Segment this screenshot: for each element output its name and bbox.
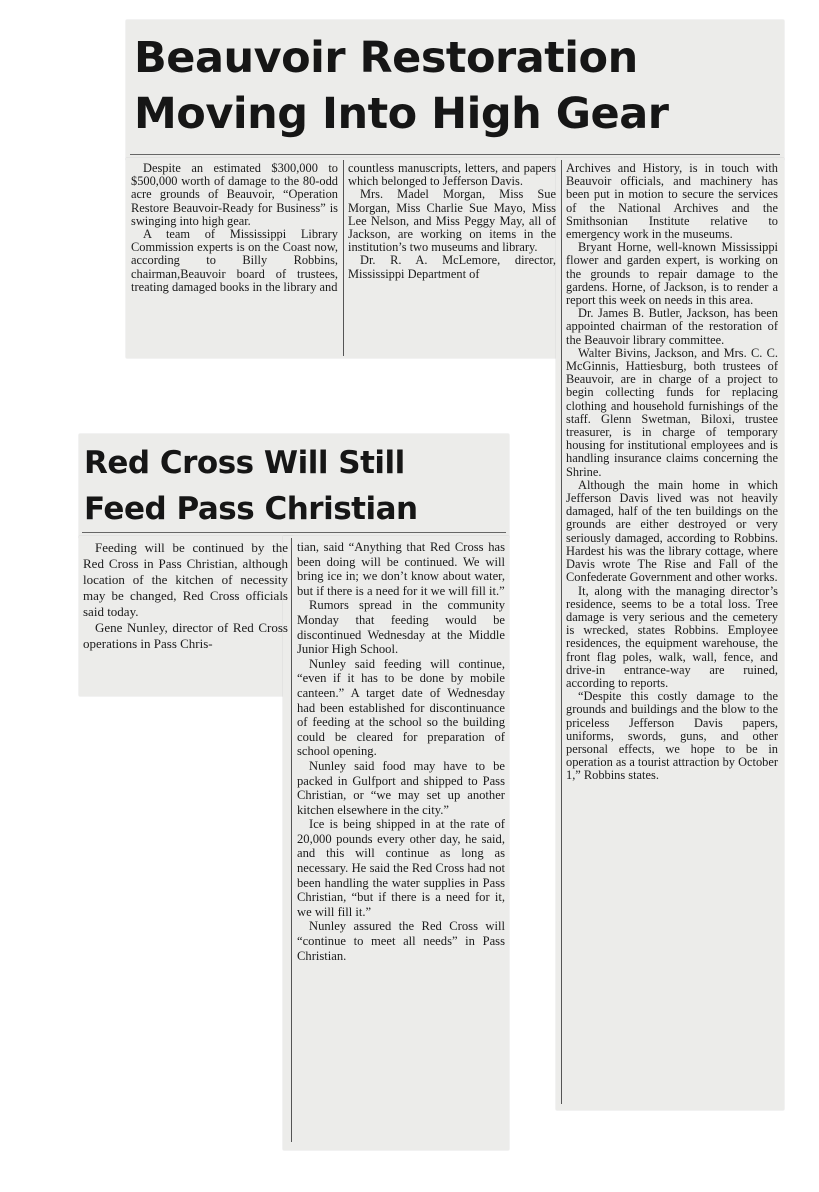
paragraph: Dr. R. A. McLemore, director, Mississippi Department of	[348, 253, 556, 281]
paragraph: Archives and History, is in touch with Beauvoir officials, and machinery has been put in motion to secure the services of the National Archives and the Smithsonian Institute relative to emergency work in the museums.	[566, 162, 778, 242]
beauvoir-column-1	[131, 162, 338, 356]
paragraph: tian, said “Anything that Red Cross has been doing will be continued. We will bring ice in; we don’t know about water, but if there is a need for it we will fill it.”	[297, 540, 505, 598]
paragraph: Mrs. Madel Morgan, Miss Sue Morgan, Miss Charlie Sue Mayo, Miss Lee Nelson, and Miss Peggy May, all of Jackson, are working on items in the institution’s two museums and library.	[348, 187, 556, 255]
paragraph: Ice is being shipped in at the rate of 20,000 pounds every other day, he said, and this will continue as long as necessary. He said the Red Cross had not been handling the water supplies in Pass Christian, “but if there is a need for it, we will fill it.”	[297, 817, 505, 919]
red-cross-headline-rule	[82, 532, 506, 533]
column-rule	[343, 160, 344, 356]
beauvoir-headline-rule	[130, 154, 780, 155]
paragraph: Nunley said food may have to be packed in Gulfport and shipped to Pass Christian, or “we may set up another kitchen elsewhere in the city.”	[297, 758, 505, 817]
paragraph: Nunley said feeding will continue, “even if it has to be done by mobile canteen.” A target date of Wednesday had been established for discontinuance of feeding at the school so the building could be cleared for preparation of school opening.	[297, 656, 505, 759]
red-cross-headline-line-1: Red Cross Will Still	[84, 445, 405, 481]
paragraph: Nunley assured the Red Cross will “continue to meet all needs” in Pass Christian.	[297, 919, 505, 963]
red-cross-column-1	[83, 540, 288, 690]
paragraph: It, along with the managing director’s residence, seems to be a total loss. Tree damage is very serious and the cemetery is wrecked, states Robbins. Employee residences, the equipment warehouse, the front flag poles, walk, wall, fence, and drive-in entrance-way are ruined, according to reports.	[566, 583, 778, 690]
column-rule	[291, 538, 292, 1142]
red-cross-headline	[84, 440, 418, 532]
column-rule	[561, 160, 562, 1104]
paragraph: Gene Nunley, director of Red Cross operations in Pass Chris-	[83, 620, 288, 651]
beauvoir-headline	[134, 30, 668, 142]
beauvoir-column-2	[348, 162, 556, 356]
beauvoir-column-3	[566, 162, 778, 1106]
red-cross-headline-line-2: Feed Pass Christian	[84, 491, 418, 527]
beauvoir-headline-line-1: Beauvoir Restoration	[134, 33, 638, 83]
paragraph: Walter Bivins, Jackson, and Mrs. C. C. McGinnis, Hattiesburg, both trustees of Beauvoir, are in charge of a project to begin collecting funds for replacing clothing and household furnishings of the staff. Glenn Swetman, Biloxi, trustee treasurer, is in charge of temporary housing for institutional employees and is handling insurance claims concerning the Shrine.	[566, 345, 778, 479]
paragraph: Although the main home in which Jefferson Davis lived was not heavily damaged, half of the ten buildings on the grounds are either destroyed or very seriously damaged, according to Robbins. Hardest his was the library cottage, where Davis wrote The Rise and Fall of the Confederate Government and other works.	[566, 477, 778, 585]
paragraph: Bryant Horne, well-known Mississippi flower and garden expert, is working on the grounds to repair damage to the gardens. Horne, of Jackson, is to render a report this week on needs in this area.	[566, 240, 778, 308]
paragraph: Feeding will be continued by the Red Cross in Pass Christian, although location of the kitchen of necessity may be changed, Red Cross officials said today.	[83, 540, 288, 619]
paragraph: Despite an estimated $300,000 to $500,000 worth of damage to the 80-odd acre grounds of Beauvoir, “Operation Restore Beauvoir-Ready for Business” is swinging into high gear.	[131, 162, 338, 228]
paragraph: A team of Mississippi Library Commission experts is on the Coast now, according to Billy Robbins, chairman,Beauvoir board of trustees, treating damaged books in the library and	[131, 227, 338, 294]
red-cross-column-2	[297, 540, 505, 1144]
paragraph: Dr. James B. Butler, Jackson, has been appointed chairman of the restoration of the Beauvoir library committee.	[566, 306, 778, 347]
paragraph: countless manuscripts, letters, and papers which belonged to Jefferson Davis.	[348, 162, 556, 189]
beauvoir-headline-line-2: Moving Into High Gear	[134, 89, 669, 139]
paragraph: Rumors spread in the community Monday that feeding would be discontinued Wednesday at the Middle Junior High School.	[297, 598, 505, 657]
paragraph: “Despite this costly damage to the grounds and buildings and the blow to the priceless Jefferson Davis papers, uniforms, swords, guns, and other personal effects, we hope to be in operation as a tourist attraction by October 1,” Robbins states.	[566, 689, 778, 783]
